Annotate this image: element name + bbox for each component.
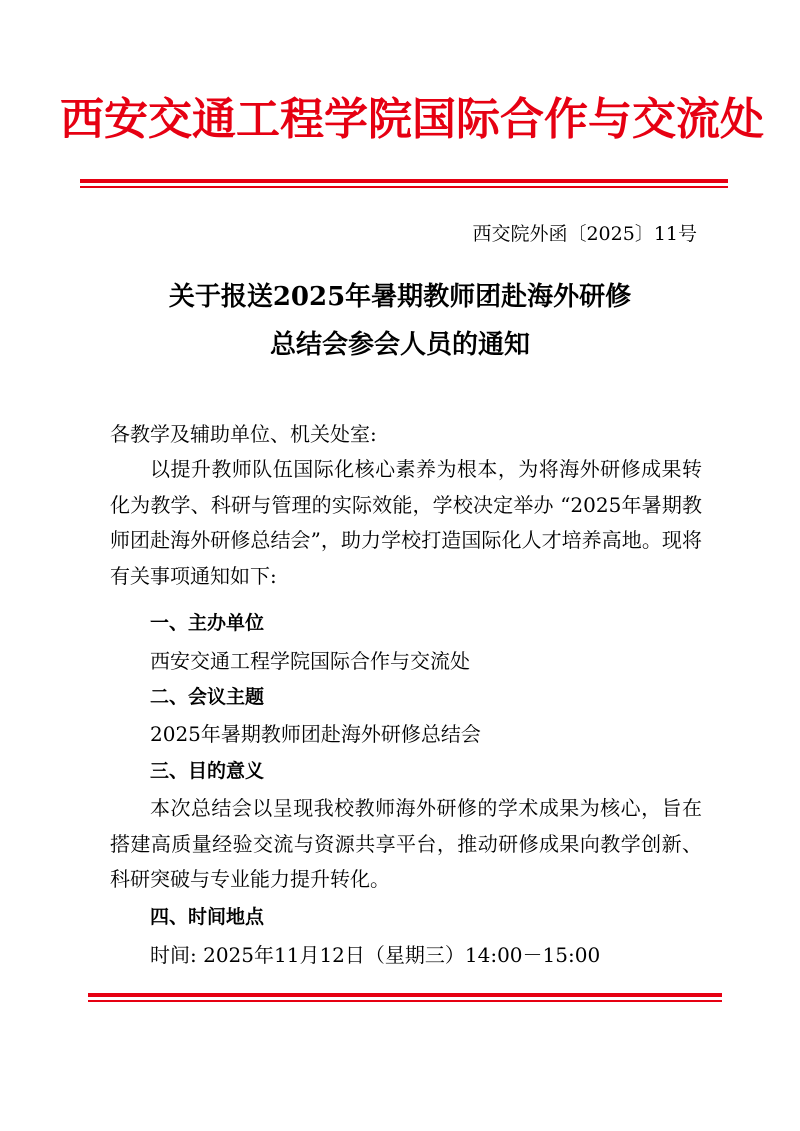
- document-title-line-2: 总结会参会人员的通知: [269, 330, 530, 360]
- intro-paragraph: 以提升教师队伍国际化核心素养为根本，为将海外研修成果转化为教学、科研与管理的实际效能，学校决定举办 “2025年暑期教师团赴海外研修总结会”，助力学校打造国际化人才培养高地。现将有关事项通知如下:: [110, 457, 702, 588]
- section-heading-theme: 二、会议主题: [150, 686, 265, 708]
- document-title-line-1: 关于报送2025年暑期教师团赴海外研修: [168, 282, 632, 312]
- section-content-organizer: 西安交通工程学院国际合作与交流处: [150, 649, 470, 673]
- document-number: 西交院外函〔2025〕11号: [472, 223, 697, 245]
- letterhead-org-name: 西安交通工程学院国际合作与交流处: [60, 94, 764, 145]
- footer-rule-thick: [88, 993, 722, 997]
- section-content-purpose: 本次总结会以呈现我校教师海外研修的学术成果为核心，旨在搭建高质量经验交流与资源共享平台，推动研修成果向教学创新、科研突破与专业能力提升转化。: [110, 796, 702, 891]
- salutation: 各教学及辅助单位、机关处室:: [110, 422, 377, 446]
- section-content-time: 时间: 2025年11月12日（星期三）14:00－15:00: [150, 943, 601, 967]
- footer-rule-thin: [88, 1000, 722, 1002]
- section-heading-purpose: 三、目的意义: [150, 760, 265, 782]
- section-heading-organizer: 一、主办单位: [150, 612, 265, 634]
- header-rule-thick: [80, 179, 728, 183]
- header-rule-thin: [80, 186, 728, 188]
- section-heading-time-location: 四、时间地点: [150, 906, 265, 928]
- section-content-theme: 2025年暑期教师团赴海外研修总结会: [150, 722, 481, 746]
